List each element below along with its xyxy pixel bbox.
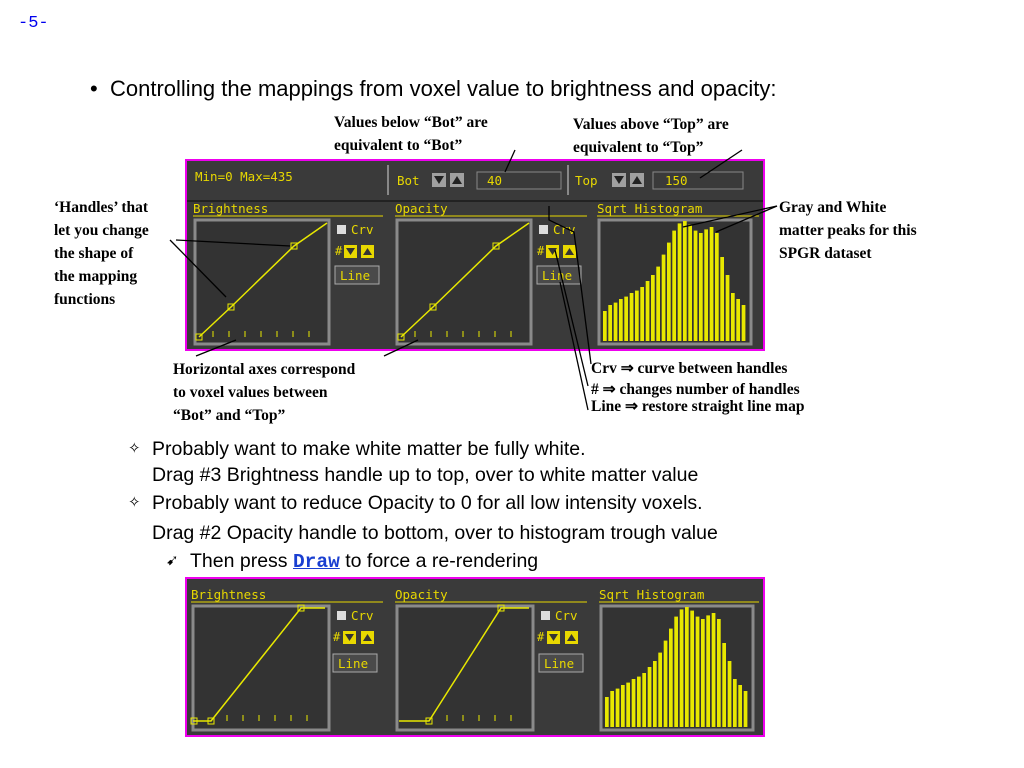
annotation-top-line2: equivalent to “Top”	[573, 139, 704, 156]
bot-label: Bot	[397, 173, 420, 188]
brightness-num-label: #	[335, 244, 343, 258]
sub-bullet-marker: ✧	[128, 494, 141, 511]
brightness-crv-label-bottom: Crv	[351, 608, 374, 623]
annotation-axes-line3: “Bot” and “Top”	[173, 407, 286, 424]
annotation-line: Line ⇒ restore straight line map	[591, 398, 805, 415]
brightness-crv-label: Crv	[351, 222, 374, 237]
opacity-title: Opacity	[395, 201, 448, 216]
page-number: -5-	[18, 14, 49, 33]
sub-sub-bullet-before: Then press	[190, 550, 288, 572]
sub-sub-bullet-after: to force a re-rendering	[345, 550, 539, 572]
annotation-peaks-line3: SPGR dataset	[779, 245, 872, 262]
opacity-line-label: Line	[542, 268, 573, 283]
opacity-crv-label: Crv	[553, 222, 576, 237]
top-value: 150	[665, 173, 688, 188]
brightness-num-label-bottom: #	[333, 630, 341, 644]
annotation-handles-line4: the mapping	[54, 268, 138, 285]
annotation-bot-line1: Values below “Bot” are	[334, 114, 488, 131]
annotation-handles-line2: let you change	[54, 222, 149, 239]
annotation-handles-line5: functions	[54, 291, 116, 308]
annotation-crv: Crv ⇒ curve between handles	[591, 360, 788, 377]
annotation-peaks-line2: matter peaks for this	[779, 222, 917, 239]
histogram-title: Sqrt Histogram	[597, 201, 703, 216]
bot-value: 40	[487, 173, 503, 188]
opacity-crv-label-bottom: Crv	[555, 608, 578, 623]
main-bullet-text: Controlling the mappings from voxel value to brightness and opacity:	[110, 76, 777, 101]
annotation-num: # ⇒ changes number of handles	[591, 381, 800, 398]
histogram-title-bottom: Sqrt Histogram	[599, 587, 705, 602]
sub-bullet-2-line2: Drag #2 Opacity handle to bottom, over to histogram trough value	[152, 522, 718, 544]
annotation-bot-line2: equivalent to “Bot”	[334, 137, 463, 154]
annotation-peaks-line1: Gray and White	[779, 199, 887, 216]
sub-bullet-1-line1: Probably want to make white matter be fully white.	[152, 438, 586, 460]
bullet-marker: •	[90, 76, 98, 101]
sub-bullet-marker: ✧	[128, 440, 141, 457]
top-label: Top	[575, 173, 598, 188]
annotation-handles-line3: the shape of	[54, 245, 134, 262]
opacity-title-bottom: Opacity	[395, 587, 448, 602]
draw-code: Draw	[292, 551, 340, 573]
annotation-handles-line1: ‘Handles’ that	[54, 199, 149, 216]
minmax-label: Min=0 Max=435	[195, 169, 293, 184]
annotation-axes-line1: Horizontal axes correspond	[173, 361, 356, 378]
brightness-line-label-bottom: Line	[338, 656, 369, 671]
brightness-title-bottom: Brightness	[191, 587, 267, 602]
opacity-line-label-bottom: Line	[544, 656, 575, 671]
sub-bullet-2-line1: Probably want to reduce Opacity to 0 for all low intensity voxels.	[152, 492, 703, 514]
annotation-top-line1: Values above “Top” are	[573, 116, 729, 133]
annotation-axes-line2: to voxel values between	[173, 384, 328, 401]
sub-sub-bullet-marker: ➹	[166, 552, 179, 569]
sub-bullet-1-line2: Drag #3 Brightness handle up to top, over to white matter value	[152, 464, 699, 486]
brightness-title: Brightness	[193, 201, 269, 216]
brightness-line-label: Line	[340, 268, 371, 283]
opacity-num-label-bottom: #	[537, 630, 545, 644]
opacity-num-label: #	[537, 244, 545, 258]
